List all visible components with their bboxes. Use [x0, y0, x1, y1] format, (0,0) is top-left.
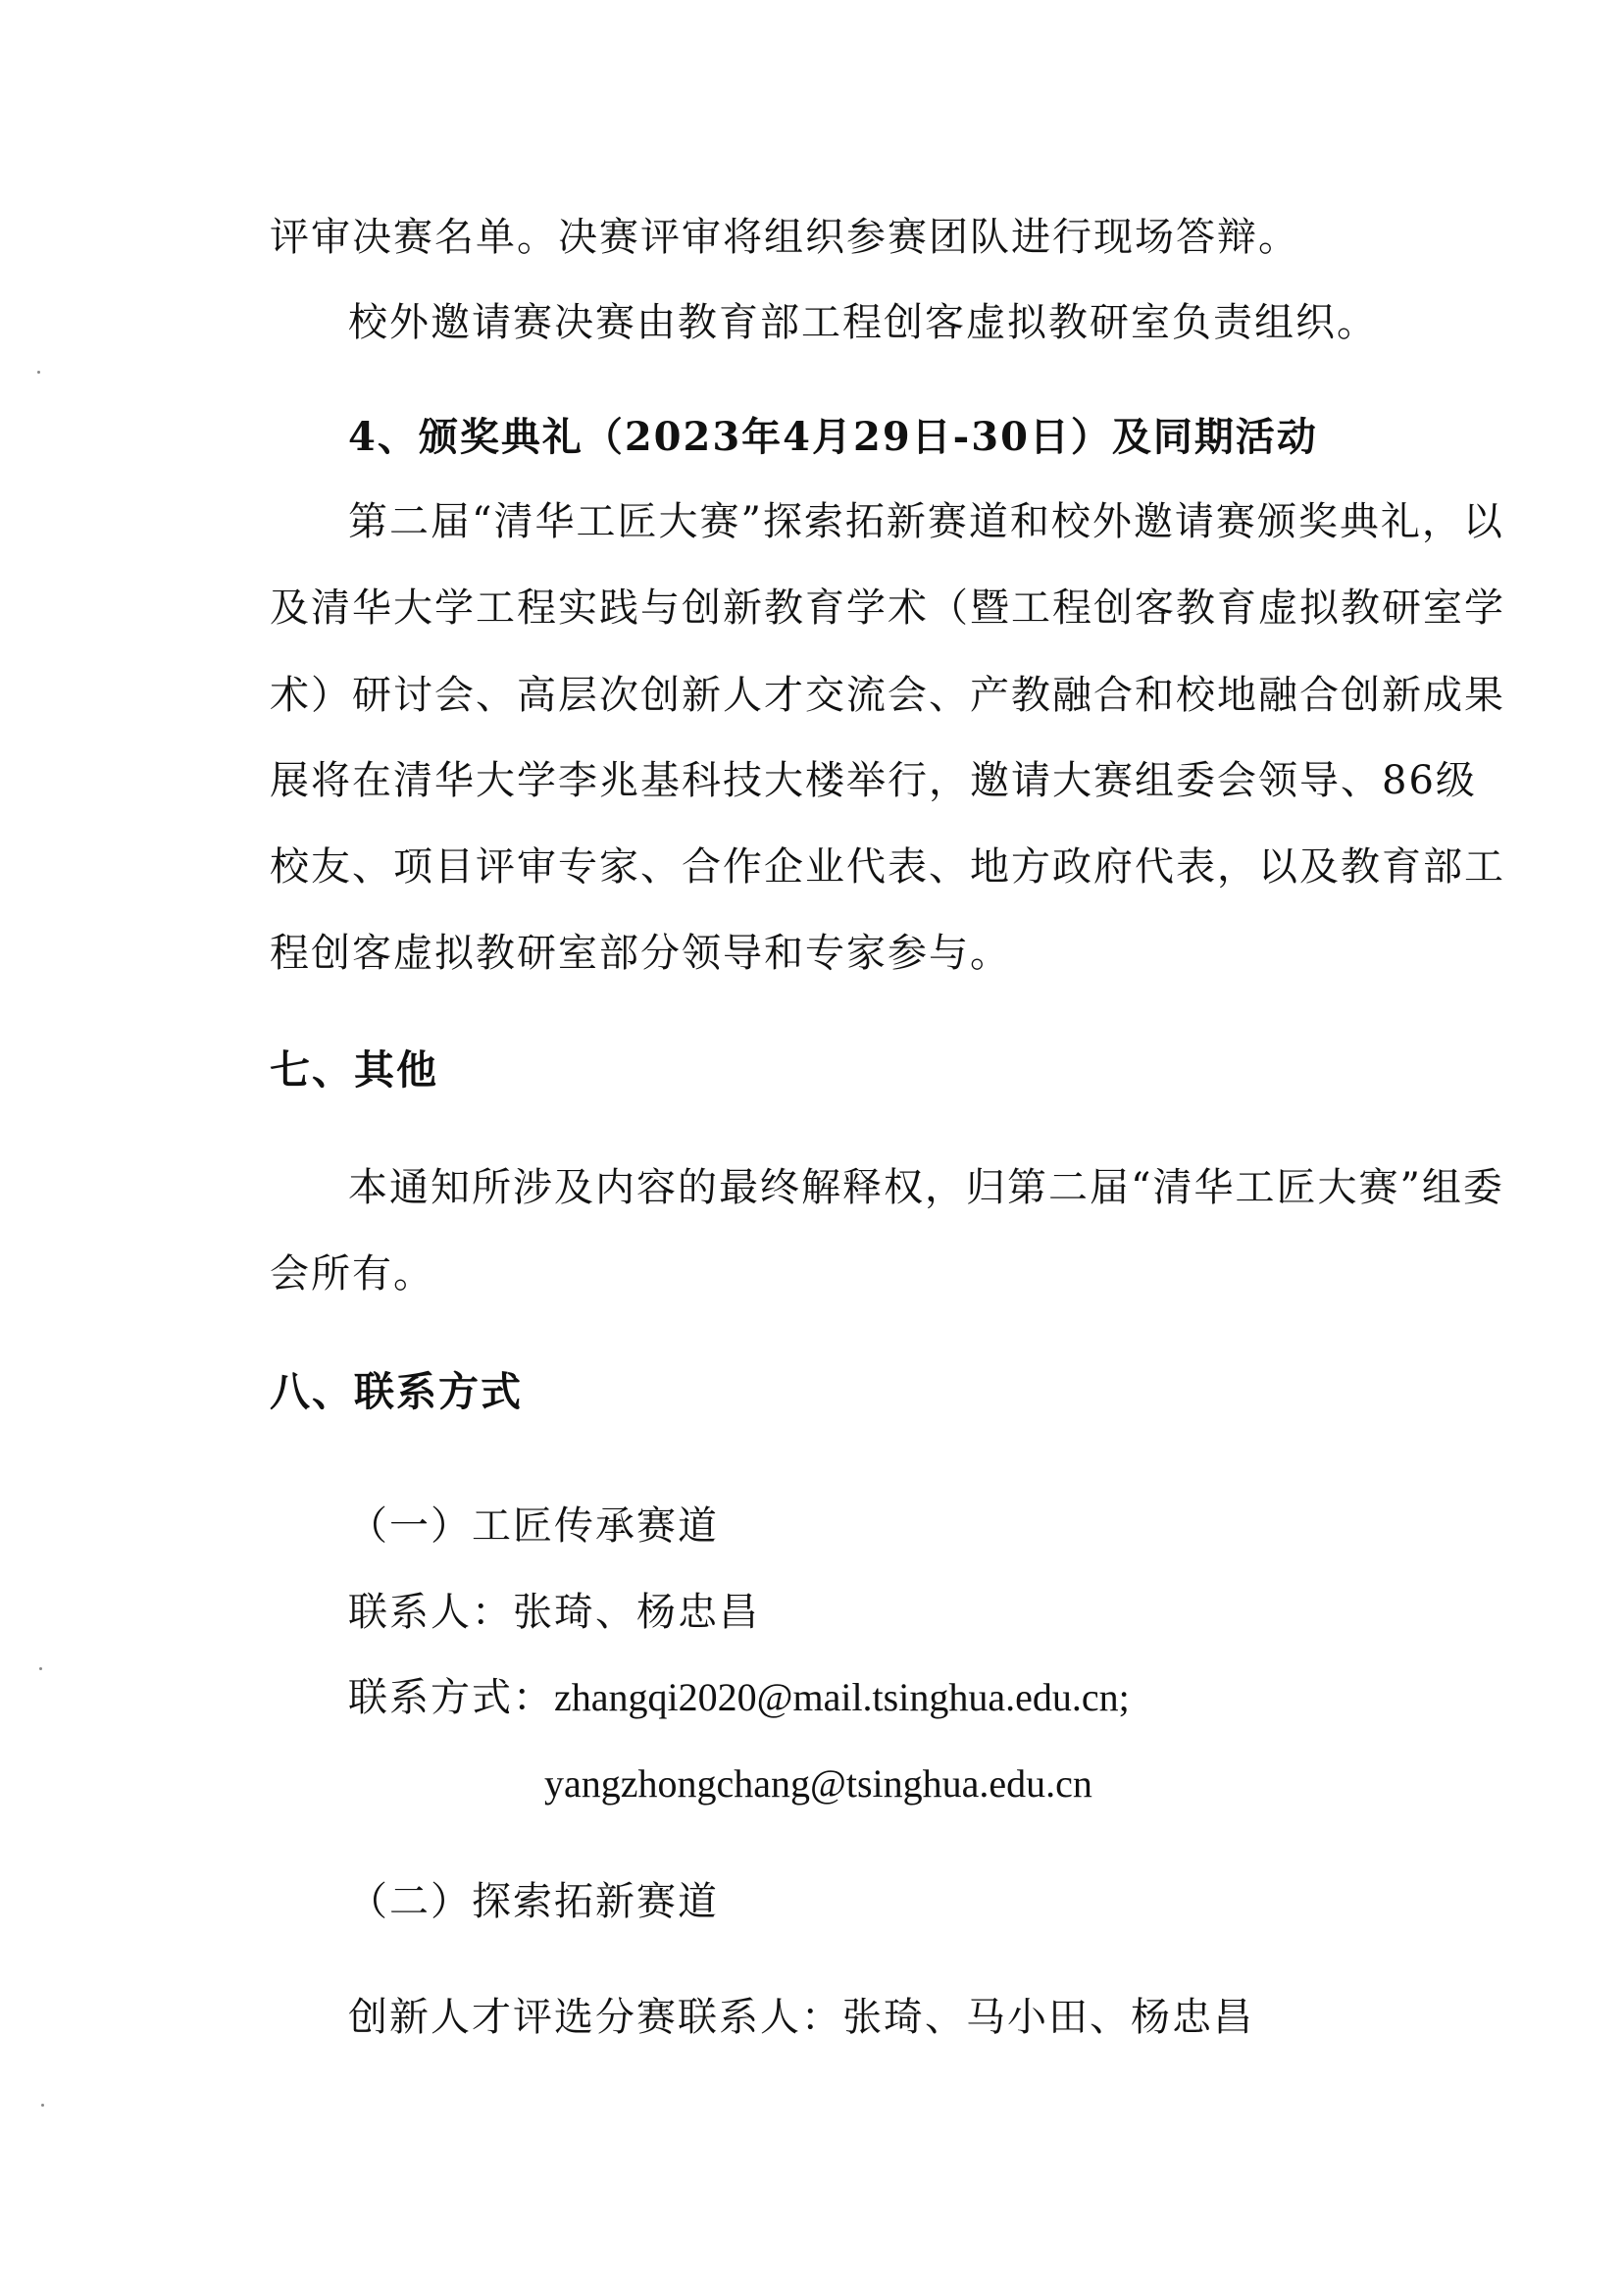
paragraph-line: 会所有。 — [270, 1251, 434, 1297]
paragraph-line: 校友、项目评审专家、合作企业代表、地方政府代表，以及教育部工 — [270, 844, 1505, 890]
contact-person: 创新人才评选分赛联系人：张琦、马小田、杨忠昌 — [348, 1995, 1254, 2040]
scan-speck — [41, 2104, 44, 2107]
contact-method-row — [348, 1674, 1486, 1721]
email-address: yangzhongchang@tsinghua.edu.cn — [544, 1761, 1092, 1806]
paragraph-line: 程创客虚拟教研室部分领导和专家参与。 — [270, 931, 1011, 976]
track-subheading: （二）探索拓新赛道 — [348, 1879, 719, 1924]
paragraph-line: 校外邀请赛决赛由教育部工程创客虚拟教研室负责组织。 — [348, 300, 1378, 345]
paragraph-line: 第二届“清华工匠大赛”探索拓新赛道和校外邀请赛颁奖典礼，以 — [348, 499, 1504, 544]
section-subheading: 4、颁奖典礼（2023年4月29日-30日）及同期活动 — [348, 414, 1318, 460]
paragraph-line: 术）研讨会、高层次创新人才交流会、产教融合和校地融合创新成果 — [270, 673, 1505, 718]
contact-method-label: 联系方式： — [348, 1675, 554, 1720]
track-subheading: （一）工匠传承赛道 — [348, 1503, 719, 1549]
section-heading: 七、其他 — [270, 1046, 438, 1094]
paragraph-line: 及清华大学工程实践与创新教育学术（暨工程创客教育虚拟教研室学 — [270, 585, 1505, 631]
paragraph-line: 本通知所涉及内容的最终解释权，归第二届“清华工匠大赛”组委 — [348, 1165, 1504, 1210]
scan-speck — [37, 371, 40, 374]
paragraph-line: 评审决赛名单。决赛评审将组织参赛团队进行现场答辩。 — [270, 215, 1299, 260]
paragraph-line: 展将在清华大学李兆基科技大楼举行，邀请大赛组委会领导、86级 — [270, 758, 1477, 803]
scan-speck — [39, 1667, 42, 1670]
contact-person: 联系人：张琦、杨忠昌 — [348, 1590, 760, 1635]
section-heading: 八、联系方式 — [270, 1368, 523, 1415]
email-address: zhangqi2020@mail.tsinghua.edu.cn; — [554, 1675, 1130, 1719]
